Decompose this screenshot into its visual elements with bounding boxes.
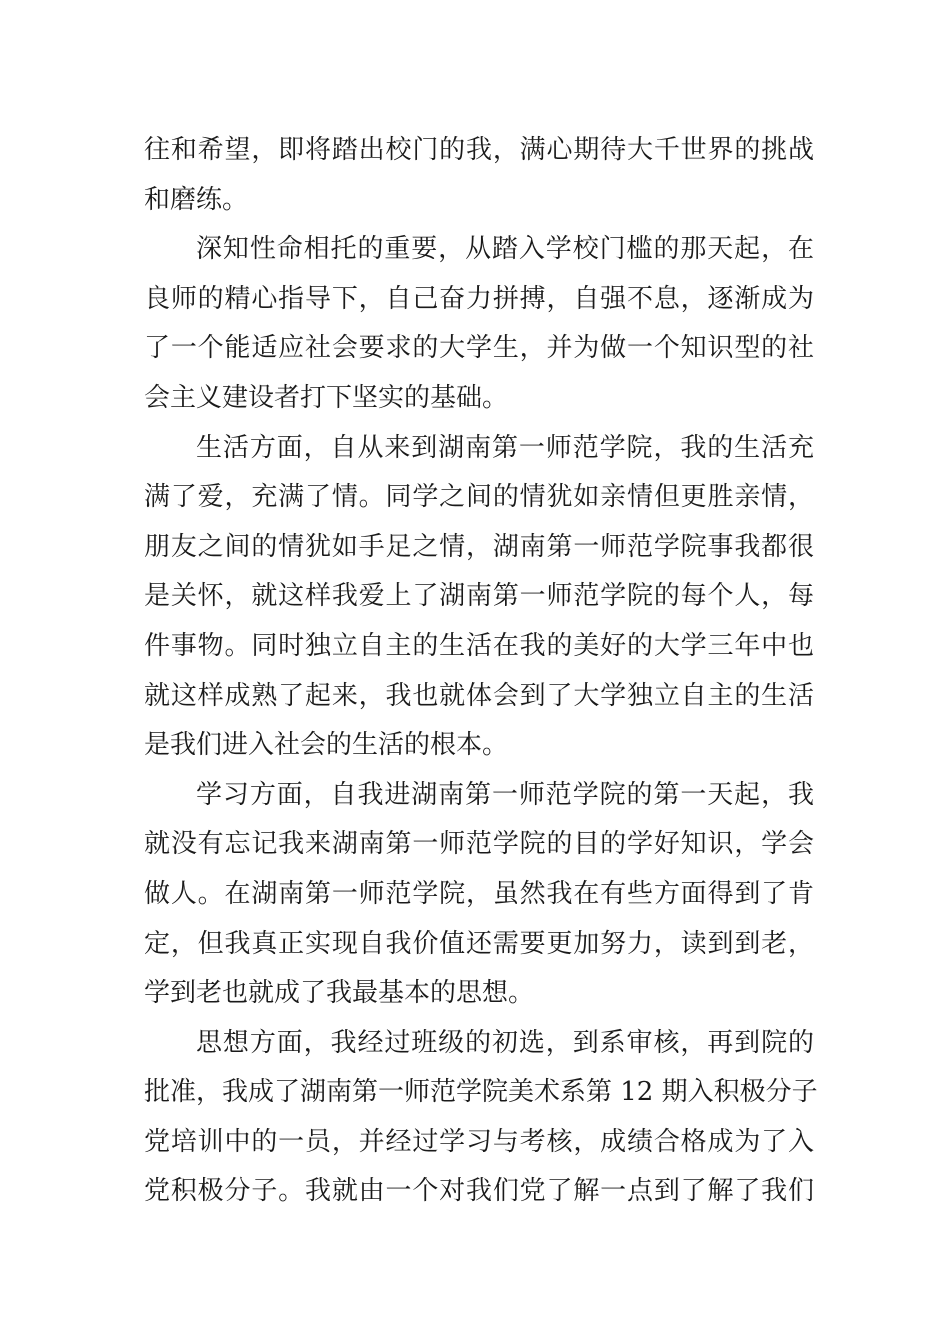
text-line: 朋友之间的情犹如手足之情，湖南第一师范学院事我都很 — [144, 531, 814, 562]
text-line: 了一个能适应社会要求的大学生，并为做一个知识型的社 — [144, 333, 814, 364]
text-line: 满了爱，充满了情。同学之间的情犹如亲情但更胜亲情， — [144, 482, 814, 513]
text-line: 党培训中的一员，并经过学习与考核，成绩合格成为了入 — [144, 1126, 814, 1157]
text-line: 就这样成熟了起来，我也就体会到了大学独立自主的生活 — [144, 680, 814, 711]
paragraph-life — [144, 424, 814, 771]
text-line: 良师的精心指导下，自己奋力拼搏，自强不息，逐渐成为 — [144, 283, 814, 314]
text-line: 学习方面，自我进湖南第一师范学院的第一天起，我 — [196, 779, 814, 810]
text-line: 生活方面，自从来到湖南第一师范学院，我的生活充 — [196, 432, 814, 463]
document-body — [144, 126, 818, 1217]
text-line: 党积极分子。我就由一个对我们党了解一点到了解了我们 — [144, 1176, 814, 1207]
paragraph-aspiration-continuation — [144, 126, 814, 225]
text-line: 是我们进入社会的生活的根本。 — [144, 730, 509, 761]
text-line: 就没有忘记我来湖南第一师范学院的目的学好知识，学会 — [144, 829, 814, 860]
text-line: 思想方面，我经过班级的初选，到系审核，再到院的 — [196, 1027, 814, 1058]
text-line: 学到老也就成了我最基本的思想。 — [144, 978, 535, 1009]
text-line: 件事物。同时独立自主的生活在我的美好的大学三年中也 — [144, 630, 814, 661]
text-line: 批准，我成了湖南第一师范学院美术系第 12 期入积极分子 — [144, 1077, 818, 1108]
text-line: 是关怀，就这样我爱上了湖南第一师范学院的每个人，每 — [144, 581, 814, 612]
text-line: 深知性命相托的重要，从踏入学校门槛的那天起，在 — [196, 234, 814, 265]
paragraph-study — [144, 771, 814, 1019]
text-line: 和磨练。 — [144, 184, 249, 215]
paragraph-thought — [144, 1019, 818, 1217]
text-line: 往和希望，即将踏出校门的我，满心期待大千世界的挑战 — [144, 135, 814, 165]
text-line: 做人。在湖南第一师范学院，虽然我在有些方面得到了肯 — [144, 878, 814, 909]
text-line: 定，但我真正实现自我价值还需要更加努力，读到到老， — [144, 928, 814, 959]
paragraph-growth — [144, 225, 814, 423]
text-line: 会主义建设者打下坚实的基础。 — [144, 382, 509, 413]
